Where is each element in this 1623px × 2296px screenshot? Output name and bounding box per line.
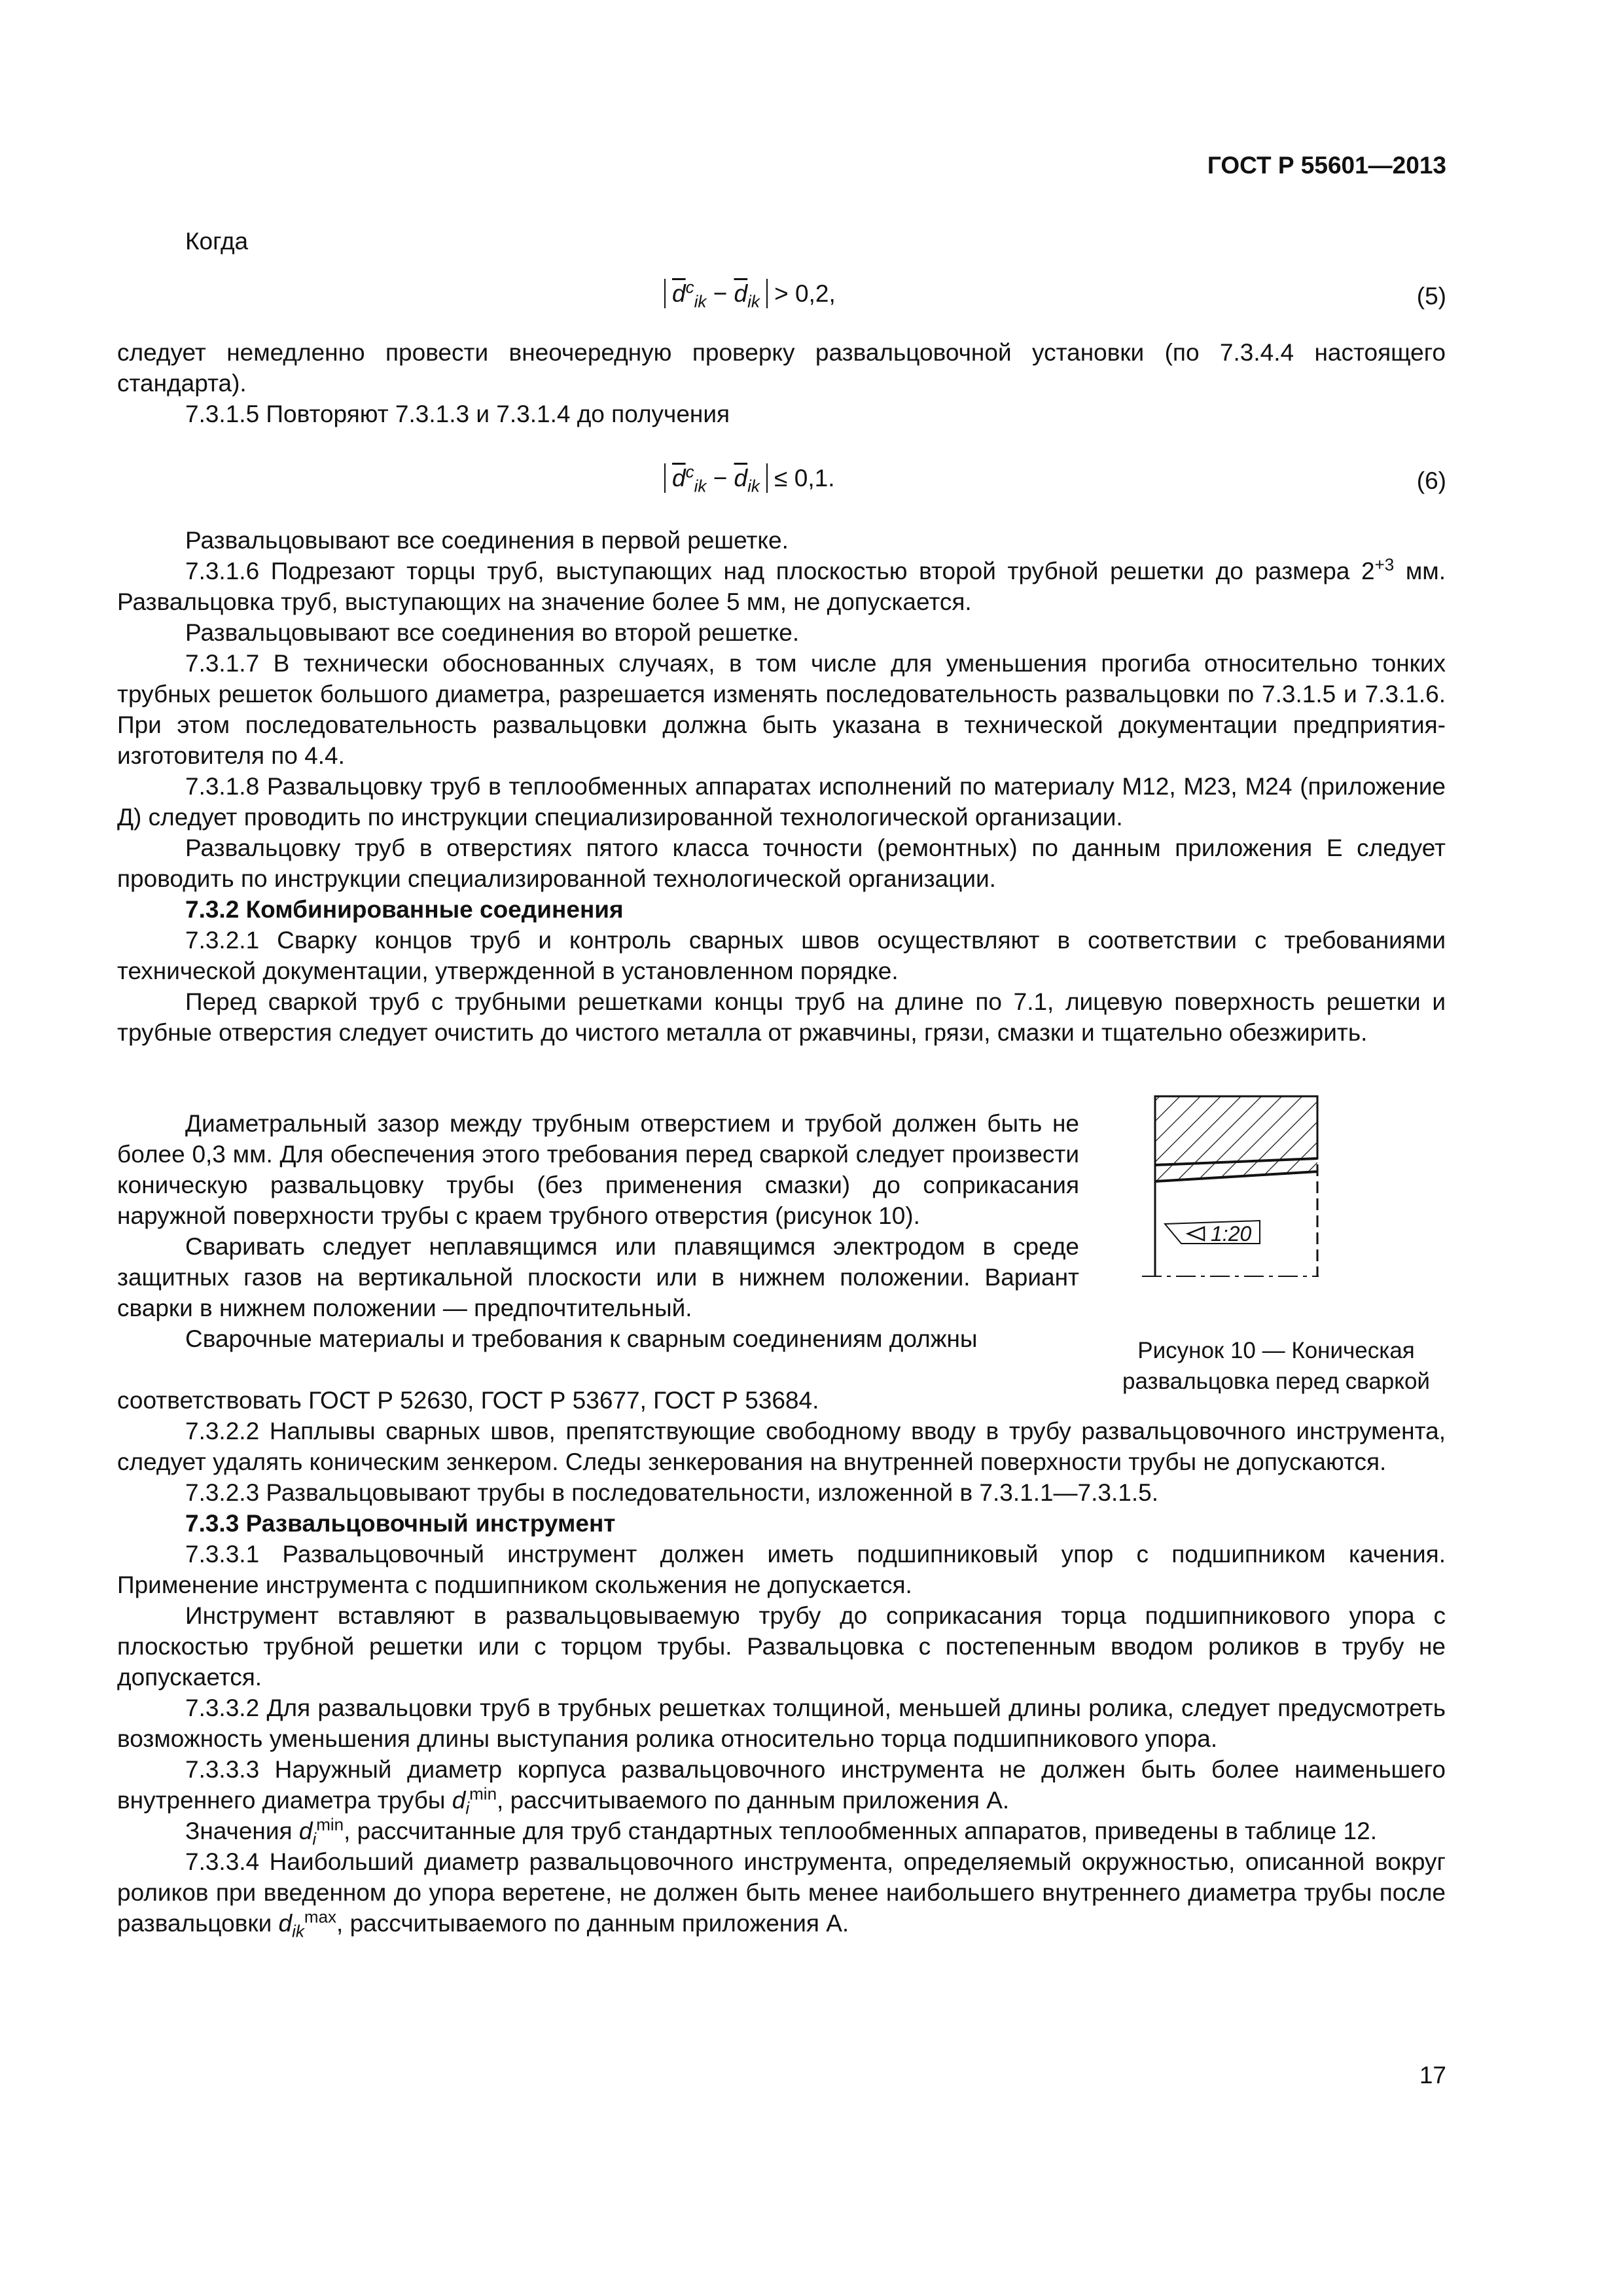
paragraph: следует немедленно провести внеочередную проверку развальцовочной установки (по 7.3.4.4 настоящего стандарта).	[117, 339, 1446, 397]
kogda-line	[117, 226, 1446, 257]
page-number: 17	[1419, 2062, 1446, 2089]
paragraph: соответствовать ГОСТ Р 52630, ГОСТ Р 53677, ГОСТ Р 53684.	[117, 1387, 819, 1414]
wrapped-text-block	[117, 1108, 1079, 1354]
paragraph: Развальцовку труб в отверстиях пятого класса точности (ремонтных) по данным приложения Е следует проводить по инструкции специализированной технологической организации.	[117, 834, 1446, 892]
paragraph: 7.3.2.1 Сварку концов труб и контроль сварных швов осуществляют в соответствии с требованиями технической документации, утвержденной в установленном порядке.	[117, 927, 1446, 984]
paragraph: 7.3.1.8 Развальцовку труб в теплообменных аппаратах исполнений по материалу М12, М23, М24 (приложение Д) следует проводить по инструкции специализированной технологической организации.	[117, 773, 1446, 831]
paragraph: Значения $d_i^{min}$, рассчитанные для труб стандартных теплообменных аппаратов, приведены в таблице 12.	[185, 1814, 1377, 1849]
abs-expression: $\overline{d}^c_{ik} - \overline{d}_{ik}$	[664, 463, 768, 493]
paragraph: Сварочные материалы и требования к сварным соединениям должны	[185, 1325, 978, 1352]
conical-flaring-figure	[1142, 1093, 1319, 1309]
abs-expression: $\overline{d}^c_{ik} - \overline{d}_{ik}$	[664, 279, 768, 308]
paragraph: 7.3.3.2 Для развальцовки труб в трубных решетках толщиной, меньшей длины ролика, следует предусмотреть возможность уменьшения длины выступания ролика относительно торца подшипникового упора.	[117, 1695, 1446, 1752]
paragraph: 7.3.1.5 Повторяют 7.3.1.3 и 7.3.1.4 до получения	[185, 401, 730, 427]
formula-6: $\overline{d}^c_{ik} - \overline{d}_{ik} \le 0,1$.	[664, 465, 834, 492]
paragraph: Сваривать следует неплавящимся или плавящимся электродом в среде защитных газов на вертикальной плоскости или в нижнем положении. Вариант сварки в нижнем положении — предпочтительный.	[117, 1233, 1079, 1321]
text-block-1	[117, 337, 1446, 429]
paragraph: 7.3.3.4 Наибольший диаметр развальцовочного инструмента, определяемый окружностью, описанной вокруг роликов при введенном до упора веретене, не должен быть менее наибольшего внутреннего диаметра трубы после развальцовки $d_{ik}^{max}$, рассчитываемого по данным приложения А.	[117, 1848, 1446, 1941]
paragraph: 7.3.1.6 Подрезают торцы труб, выступающих над плоскостью второй трубной решетки до размера $2^{+3}$ мм. Развальцовка труб, выступающих на значение более 5 мм, не допускается.	[117, 554, 1446, 615]
paragraph: Перед сваркой труб с трубными решетками концы труб на длине по 7.1, лицевую поверхность решетки и трубные отверстия следует очистить до чистого металла от ржавчины, грязи, смазки и тщательно обезжирить.	[117, 988, 1446, 1046]
text-block-3	[117, 1385, 1446, 1939]
section-heading: 7.3.2 Комбинированные соединения	[185, 896, 624, 923]
paragraph: Диаметральный зазор между трубным отверстием и трубой должен быть не более 0,3 мм. Для обеспечения этого требования перед сваркой следует произвести коническую развальцовку трубы (без применения смазки) до соприкасания наружной поверхности трубы с краем трубного отверстия (рисунок 10).	[117, 1110, 1079, 1229]
equation-number-6: (6)	[1416, 467, 1446, 494]
paragraph: Развальцовывают все соединения во второй решетке.	[185, 619, 800, 646]
paragraph: Когда	[185, 228, 249, 255]
paragraph: Развальцовывают все соединения в первой решетке.	[185, 527, 789, 554]
paragraph: Инструмент вставляют в развальцовываемую трубу до соприкасания торца подшипникового упора с плоскостью трубной решетки или с торцом трубы. Развальцовка с постепенным вводом роликов в трубу не допускается.	[117, 1602, 1446, 1691]
paragraph: 7.3.1.7 В технически обоснованных случаях, в том числе для уменьшения прогиба относительно тонких трубных решеток большого диаметра, разрешается изменять последовательность развальцовки по 7.3.1.5 и 7.3.1.6. При этом последовательность развальцовки должна быть указана в технической документации предприятия-изготовителя по 4.4.	[117, 650, 1446, 769]
paragraph: 7.3.3.1 Развальцовочный инструмент должен иметь подшипниковый упор с подшипником качения. Применение инструмента с подшипником скольжения не допускается.	[117, 1541, 1446, 1598]
text-block-2	[117, 525, 1446, 1048]
slope-label: 1:20	[1211, 1222, 1252, 1246]
paragraph: 7.3.2.2 Наплывы сварных швов, препятствующие свободному вводу в трубу развальцовочного инструмента, следует удалять коническим зенкером. Следы зенкерования на внутренней поверхности трубы не допускаются.	[117, 1418, 1446, 1475]
paragraph: 7.3.2.3 Развальцовывают трубы в последовательности, изложенной в 7.3.1.1—7.3.1.5.	[185, 1479, 1158, 1506]
section-heading: 7.3.3 Развальцовочный инструмент	[185, 1510, 616, 1537]
figure-caption: Рисунок 10 — Коническая развальцовка перед сваркой	[1122, 1338, 1430, 1394]
standard-header: ГОСТ Р 55601—2013	[1207, 152, 1446, 179]
equation-number-5: (5)	[1416, 283, 1446, 310]
formula-5: $\overline{d}^c_{ik} - \overline{d}_{ik} > 0,2$,	[664, 280, 836, 308]
paragraph: 7.3.3.3 Наружный диаметр корпуса развальцовочного инструмента не должен быть более наименьшего внутреннего диаметра трубы $d_i^{min}$, рассчитываемого по данным приложения А.	[117, 1756, 1446, 1818]
